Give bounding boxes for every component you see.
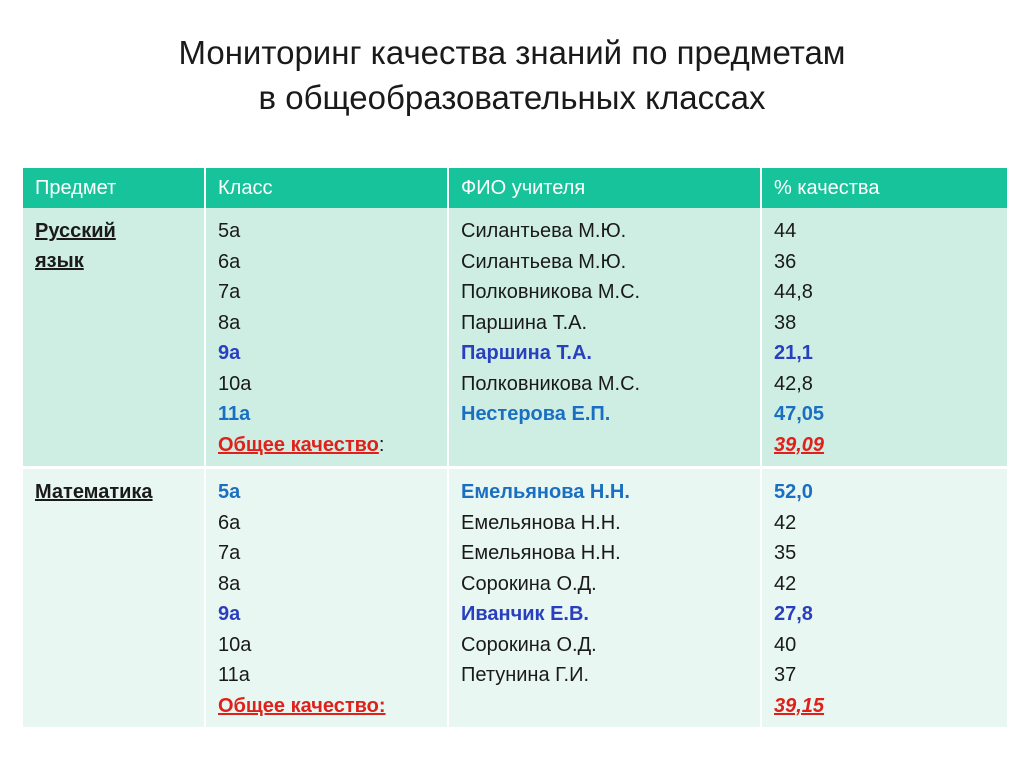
quality-item: 42: [774, 572, 797, 595]
class-item-highlight: 5а: [218, 481, 241, 503]
teacher-cell: [448, 208, 761, 468]
teacher-item-highlight: Нестерова Е.П.: [461, 403, 611, 425]
quality-item-highlight: 27,8: [774, 603, 813, 625]
class-item-highlight: 11а: [218, 403, 251, 425]
slide-title-line-1: Мониторинг качества знаний по предметам: [178, 34, 846, 71]
slide-title-line-2: в общеобразовательных классах: [258, 79, 766, 116]
class-item: 7а: [218, 542, 241, 564]
total-label-row: [218, 430, 435, 461]
table-row-math: [23, 468, 1007, 728]
teacher-item-highlight: Иванчик Е.В.: [461, 603, 589, 625]
quality-item: 44: [774, 220, 797, 242]
subject-name-line-2: язык: [35, 250, 84, 272]
class-item: 7а: [218, 281, 241, 303]
class-cell: [205, 468, 448, 728]
class-item: 8а: [218, 311, 241, 334]
total-value: 39,09: [774, 433, 825, 456]
quality-item-highlight: 52,0: [774, 481, 813, 503]
slide-title: [0, 30, 1024, 120]
quality-item: 42: [774, 511, 797, 534]
class-item-highlight: 9а: [218, 603, 241, 625]
class-item: 8а: [218, 572, 241, 595]
quality-item: 42,8: [774, 372, 813, 395]
teacher-item: Сорокина О.Д.: [461, 572, 597, 595]
quality-item-highlight: 21,1: [774, 342, 813, 364]
teacher-item: Емельянова Н.Н.: [461, 511, 621, 534]
total-label-colon: :: [378, 433, 385, 456]
teacher-item-highlight: Паршина Т.А.: [461, 342, 592, 364]
teacher-item: Емельянова Н.Н.: [461, 542, 621, 564]
header-subject: Предмет: [23, 168, 205, 208]
quality-cell: [761, 468, 1007, 728]
subject-cell: [23, 468, 205, 728]
quality-item: 36: [774, 250, 797, 273]
quality-item: 40: [774, 633, 797, 656]
class-item: 10а: [218, 372, 252, 395]
quality-item: 37: [774, 664, 797, 686]
quality-cell: [761, 208, 1007, 468]
class-item: 6а: [218, 250, 241, 273]
teacher-item-highlight: Емельянова Н.Н.: [461, 481, 630, 503]
quality-table-container: [23, 168, 1007, 727]
class-item: 6а: [218, 511, 241, 534]
table-row-russian: [23, 208, 1007, 468]
quality-item: 38: [774, 311, 797, 334]
class-item: 11а: [218, 664, 250, 686]
teacher-item: Паршина Т.А.: [461, 311, 588, 334]
quality-table: [23, 168, 1007, 727]
quality-item: 35: [774, 542, 797, 564]
class-item-highlight: 9а: [218, 342, 241, 364]
teacher-item: Силантьева М.Ю.: [461, 250, 627, 273]
total-value: 39,15: [774, 694, 825, 717]
class-item: 5а: [218, 220, 241, 242]
class-cell: [205, 208, 448, 468]
teacher-item: Сорокина О.Д.: [461, 633, 597, 656]
teacher-item: Силантьева М.Ю.: [461, 220, 627, 242]
subject-name: Математика: [35, 481, 153, 503]
class-item: 10а: [218, 633, 252, 656]
quality-item-highlight: 47,05: [774, 403, 825, 425]
header-teacher: ФИО учителя: [448, 168, 761, 208]
subject-cell: [23, 208, 205, 468]
teacher-cell: [448, 468, 761, 728]
teacher-item: Полковникова М.С.: [461, 281, 641, 303]
header-class: Класс: [205, 168, 448, 208]
header-quality: % качества: [761, 168, 1007, 208]
teacher-item: Полковникова М.С.: [461, 372, 641, 395]
quality-item: 44,8: [774, 281, 813, 303]
teacher-item: Петунина Г.И.: [461, 664, 590, 686]
total-label: Общее качество:: [218, 694, 386, 717]
total-label: Общее качество: [218, 433, 379, 456]
subject-name-line-1: Русский: [35, 220, 116, 242]
table-header-row: [23, 168, 1007, 208]
